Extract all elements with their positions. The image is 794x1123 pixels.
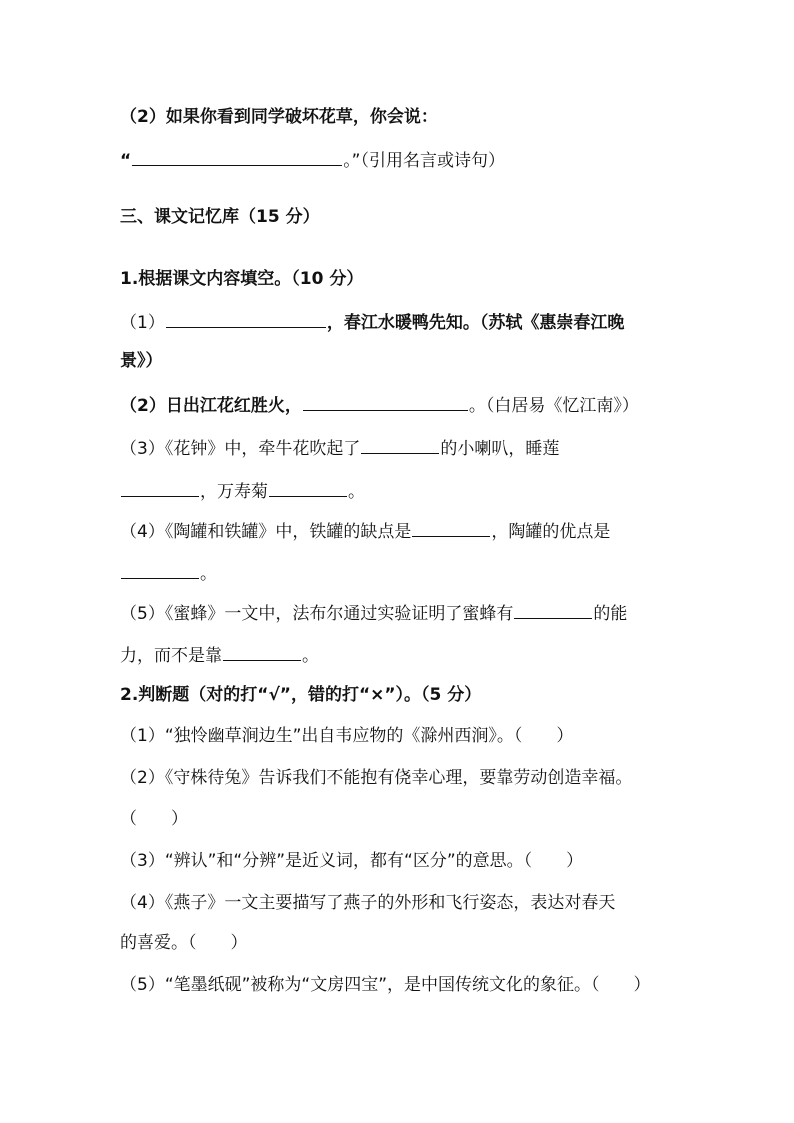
answer-blank[interactable]: [361, 436, 439, 454]
judge-item-2: （2）《守株待兔》告诉我们不能抱有侥幸心理，要靠劳动创造幸福。: [120, 768, 633, 788]
question-2-answer-line: “ 。”（引用名言或诗句）: [120, 148, 690, 172]
section-3-title: 三、课文记忆库（15 分）: [120, 207, 320, 227]
judge-item-5: （5）“笔墨纸砚”被称为“文房四宝”，是中国传统文化的象征。（ ）: [120, 975, 651, 995]
judge-item-3: （3）“辨认”和“分辨”是近义词，都有“区分”的意思。（ ）: [120, 851, 584, 871]
fill-item-4-cont: 。: [120, 561, 690, 585]
answer-blank[interactable]: [412, 519, 490, 537]
answer-blank[interactable]: [303, 393, 468, 411]
judge-item-4-cont: 的喜爱。（ ）: [120, 933, 248, 953]
fill-item-5: （5）《蜜蜂》一文中，法布尔通过实验证明了蜜蜂有 的能: [120, 601, 690, 625]
answer-blank[interactable]: [223, 643, 301, 661]
fill-item-3: （3）《花钟》中，牵牛花吹起了 的小喇叭，睡莲: [120, 436, 690, 460]
answer-blank[interactable]: [121, 561, 199, 579]
fill-item-1: （1） ，春江水暖鸭先知。（苏轼《惠崇春江晚: [120, 310, 690, 334]
answer-blank[interactable]: [269, 479, 347, 497]
answer-blank[interactable]: [121, 479, 199, 497]
fill-item-2: （2）日出江花红胜火， 。（白居易《忆江南》）: [120, 393, 690, 417]
judge-title: 2.判断题（对的打“√”，错的打“×”）。（5 分）: [120, 685, 482, 705]
fill-item-3-cont: ，万寿菊 。: [120, 479, 690, 503]
judge-item-2-cont: （ ）: [120, 809, 188, 829]
fill-in-title: 1.根据课文内容填空。（10 分）: [120, 269, 364, 289]
judge-item-4: （4）《燕子》一文主要描写了燕子的外形和飞行姿态，表达对春天: [120, 893, 616, 913]
fill-item-4: （4）《陶罐和铁罐》中，铁罐的缺点是 ，陶罐的优点是: [120, 519, 690, 543]
question-2-prompt: （2）如果你看到同学破坏花草，你会说：: [120, 107, 438, 127]
judge-item-1: （1）“独怜幽草涧边生”出自韦应物的《滁州西涧》。（ ）: [120, 726, 574, 746]
answer-blank[interactable]: [132, 148, 342, 166]
answer-blank[interactable]: [514, 601, 592, 619]
fill-item-5-cont: 力，而不是靠 。: [120, 643, 690, 667]
fill-item-1-cont: 景》）: [120, 351, 163, 371]
answer-blank[interactable]: [166, 310, 326, 328]
